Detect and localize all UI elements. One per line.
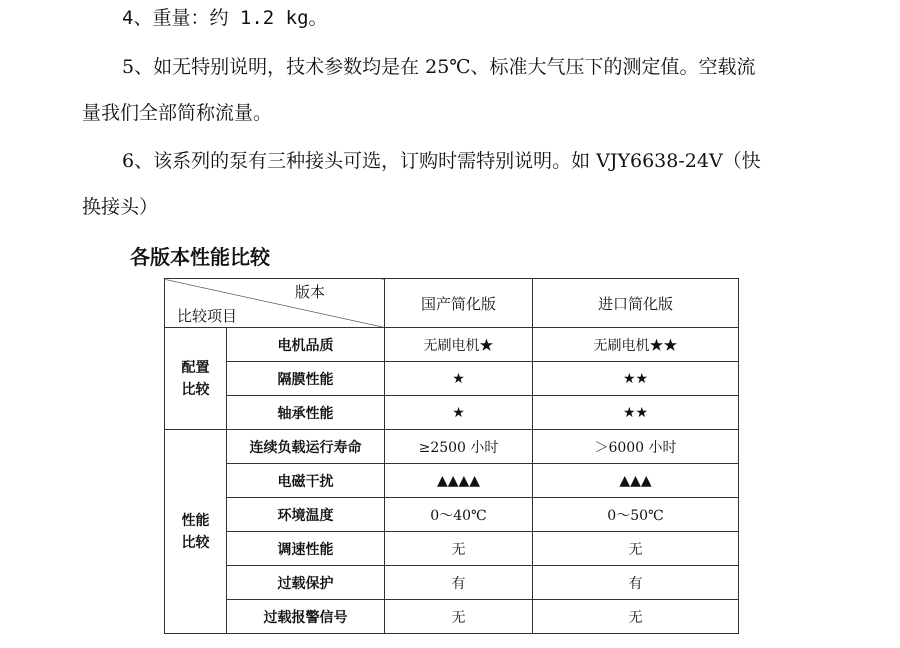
group-config-label: 配置 比较 [165,328,227,430]
row-value-domestic: 无 [385,600,533,634]
table-row [165,566,739,600]
row-item-label: 调速性能 [227,532,385,566]
row-value-domestic: ★ [385,362,533,396]
paragraph-weight: 4、重量：约 1.2 kg。 [122,7,328,29]
row-item-label: 连续负载运行寿命 [227,430,385,464]
table-row [165,464,739,498]
row-value-imported: 无刷电机★★ [533,328,739,362]
table-row [165,396,739,430]
row-item-label: 过载报警信号 [227,600,385,634]
row-item-label: 隔膜性能 [227,362,385,396]
row-value-domestic: ≥2500 小时 [385,430,533,464]
row-item-label: 电磁干扰 [227,464,385,498]
paragraph-test-conditions-cont: 量我们全部简称流量。 [82,102,273,124]
paragraph-connectors-cont: 换接头） [82,196,159,218]
table-row [165,600,739,634]
section-title: 各版本性能比较 [130,245,270,269]
row-value-domestic: 无刷电机★ [385,328,533,362]
row-value-domestic: ★ [385,396,533,430]
row-item-label: 轴承性能 [227,396,385,430]
row-value-imported: ★★ [533,396,739,430]
table-header-row [165,279,739,328]
row-value-domestic: ▲▲▲▲ [385,464,533,498]
row-value-imported: 0～50℃ [533,498,739,532]
row-value-domestic: 无 [385,532,533,566]
row-value-imported: ▲▲▲ [533,464,739,498]
paragraph-test-conditions: 5、如无特别说明，技术参数均是在 25℃、标准大气压下的测定值。空载流 [122,56,756,78]
row-value-imported: 无 [533,600,739,634]
group-performance-label: 性能 比较 [165,430,227,634]
header-item-label: 比较项目 [177,307,238,325]
table-row [165,532,739,566]
comparison-table [164,278,739,634]
table-row [165,362,739,396]
row-item-label: 环境温度 [227,498,385,532]
table-row [165,430,739,464]
row-value-domestic: 有 [385,566,533,600]
header-version-label: 版本 [295,283,326,301]
table-row [165,328,739,362]
row-value-imported: 无 [533,532,739,566]
table-row [165,498,739,532]
header-imported-version: 进口简化版 [533,279,739,328]
row-value-imported: ＞6000 小时 [533,430,739,464]
row-value-imported: ★★ [533,362,739,396]
row-value-domestic: 0～40℃ [385,498,533,532]
row-item-label: 电机品质 [227,328,385,362]
header-domestic-version: 国产简化版 [385,279,533,328]
row-item-label: 过载保护 [227,566,385,600]
diagonal-header-cell [165,279,385,328]
row-value-imported: 有 [533,566,739,600]
paragraph-connectors: 6、该系列的泵有三种接头可选，订购时需特别说明。如 VJY6638-24V（快 [122,150,761,172]
